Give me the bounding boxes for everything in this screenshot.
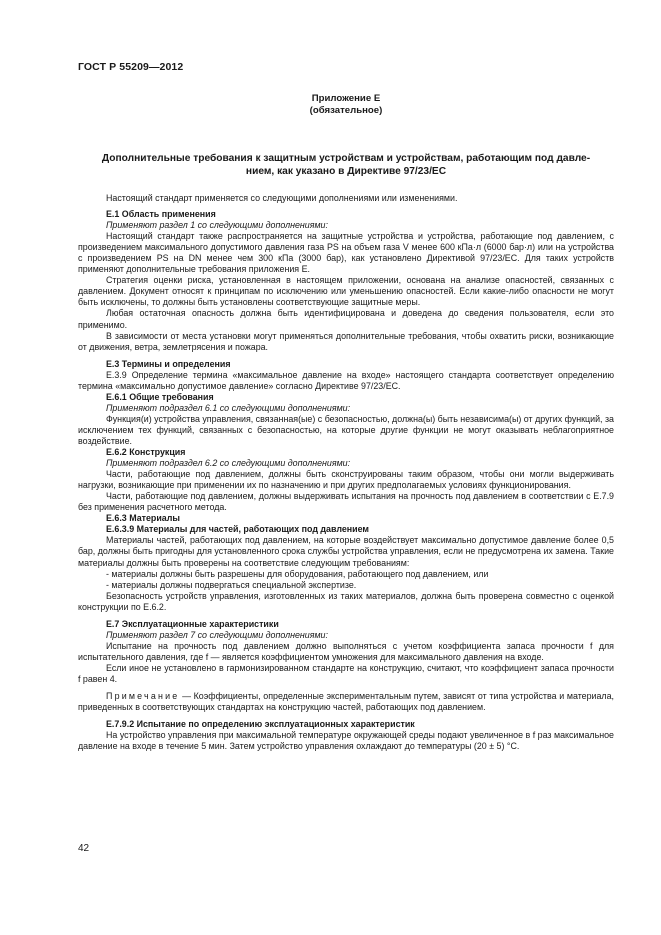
- section-heading: Е.3 Термины и определения: [106, 358, 231, 369]
- subsection-heading: Е.7.9.2 Испытание по определению эксплуатационных характеристик: [106, 719, 415, 730]
- annex-title: Приложение Е: [311, 93, 381, 104]
- application-note: Применяют раздел 1 со следующими дополнениями:: [106, 220, 328, 231]
- section-heading: Е.7 Эксплуатационные характеристики: [106, 618, 279, 629]
- document-header: ГОСТ Р 55209—2012: [78, 61, 184, 73]
- paragraph: На устройство управления при максимальной температуре окружающей среды подают увеличенное в f раз максимальное давление на входе в течение 5 мин. Затем устройство управления охлаждают до температуры (20 ± 5) °С.: [78, 730, 614, 752]
- application-note: Применяют раздел 7 со следующими дополнениями:: [106, 629, 328, 640]
- subsection-heading: Е.6.2 Конструкция: [106, 447, 186, 458]
- intro-paragraph: Настоящий стандарт применяется со следующими дополнениями или изменениями.: [106, 193, 458, 203]
- note-paragraph: [78, 691, 614, 713]
- list-item: - материалы должны быть разрешены для оборудования, работающего под давлением, или: [106, 568, 489, 579]
- note-label: Примечание: [106, 691, 180, 702]
- application-note: Применяют подраздел 6.2 со следующими дополнениями:: [106, 458, 351, 469]
- paragraph: Если иное не установлено в гармонизированном стандарте на конструкцию, считают, что коэффициент запаса прочности f равен 4.: [78, 662, 614, 684]
- paragraph: Е.3.9 Определение термина «максимальное давление на входе» настоящего стандарта соответствует определению термина «максимально допустимое давление» согласно Директиве 97/23/ЕС.: [78, 369, 614, 391]
- annex-status: (обязательное): [309, 105, 383, 116]
- subsection-heading: Е.6.1 Общие требования: [106, 391, 214, 402]
- annex-heading: [78, 153, 614, 178]
- paragraph: В зависимости от места установки могут применяться дополнительные требования, чтобы охватить риски, возникающие от движения, ветра, землетрясения и пожара.: [78, 330, 614, 352]
- paragraph: Безопасность устройств управления, изготовленных из таких материалов, должна быть проверена совместно с оценкой конструкции по Е.6.2.: [78, 590, 614, 612]
- paragraph: Материалы частей, работающих под давлением, на которые воздействует максимально допустимое давление более 0,5 бар, должны быть пригодны для установленного срока службы устройства управления, если не предусмотрена их замена. Такие материалы должны быть проверены на соответствие следующим требованиям:: [78, 535, 614, 568]
- paragraph: Части, работающие под давлением, должны выдерживать испытания на прочность под давлением в соответствии с Е.7.9 без применения расчетного метода.: [78, 491, 614, 513]
- annex-heading-line-1: Дополнительные требования к защитным устройствам и устройствам, работающим под давле-: [101, 153, 591, 164]
- annex-heading-line-2: нием, как указано в Директиве 97/23/ЕС: [245, 165, 447, 177]
- page-number: 42: [78, 843, 90, 854]
- paragraph: Функция(и) устройства управления, связанная(ые) с безопасностью, должна(ы) быть независима(ы) от других функций, за исключением тех функций, связанных с безопасностью, на которые другие функции не могут оказывать неблагоприятное воздействие.: [78, 413, 614, 446]
- paragraph: Стратегия оценки риска, установленная в настоящем приложении, основана на анализе опасностей, связанных с давлением. Документ относят к принципам по исключению или уменьшению опасностей. Если какие-либо опасности не могут быть исключены, то должны быть установлены соответствующие защитные меры.: [78, 275, 614, 308]
- section-heading: Е.1 Область применения: [106, 209, 216, 220]
- note-text: — Коэффициенты, определенные экспериментальным путем, зависят от типа устройства и материала, приведенных в соответствующих стандартах на конструкцию частей, работающих под давлением.: [78, 691, 614, 713]
- document-body: [78, 193, 614, 752]
- subsection-heading: Е.6.3 Материалы: [106, 513, 180, 524]
- paragraph: Любая остаточная опасность должна быть идентифицирована и доведена до сведения пользователя, если это применимо.: [78, 308, 614, 330]
- list-item: - материалы должны подвергаться специальной экспертизе.: [106, 579, 357, 590]
- annex-label: [78, 93, 614, 117]
- subsection-heading: Е.6.3.9 Материалы для частей, работающих под давлением: [106, 524, 369, 535]
- paragraph: Части, работающие под давлением, должны быть сконструированы таким образом, чтобы они могли выдерживать нагрузки, возникающие при применении их по назначению и при других предполагаемых условиях функционирования.: [78, 469, 614, 491]
- application-note: Применяют подраздел 6.1 со следующими дополнениями:: [106, 402, 351, 413]
- paragraph: Настоящий стандарт также распространяется на защитные устройства и устройства, работающие под давлением, с произведением максимального допустимого давления газа PS на объем газа V менее 600 кПа·л (6000 бар·л) или на устройства с произведением PS на DN менее чем 300 кПа (3000 бар), как установлено Директивой 97/23/ЕС. Для таких устройств применяют дополнительные требования приложения Е.: [78, 231, 614, 275]
- paragraph: Испытание на прочность под давлением должно выполняться с учетом коэффициента запаса прочности f для испытательного давления, где f — является коэффициентом умножения для максимального давления на входе.: [78, 640, 614, 662]
